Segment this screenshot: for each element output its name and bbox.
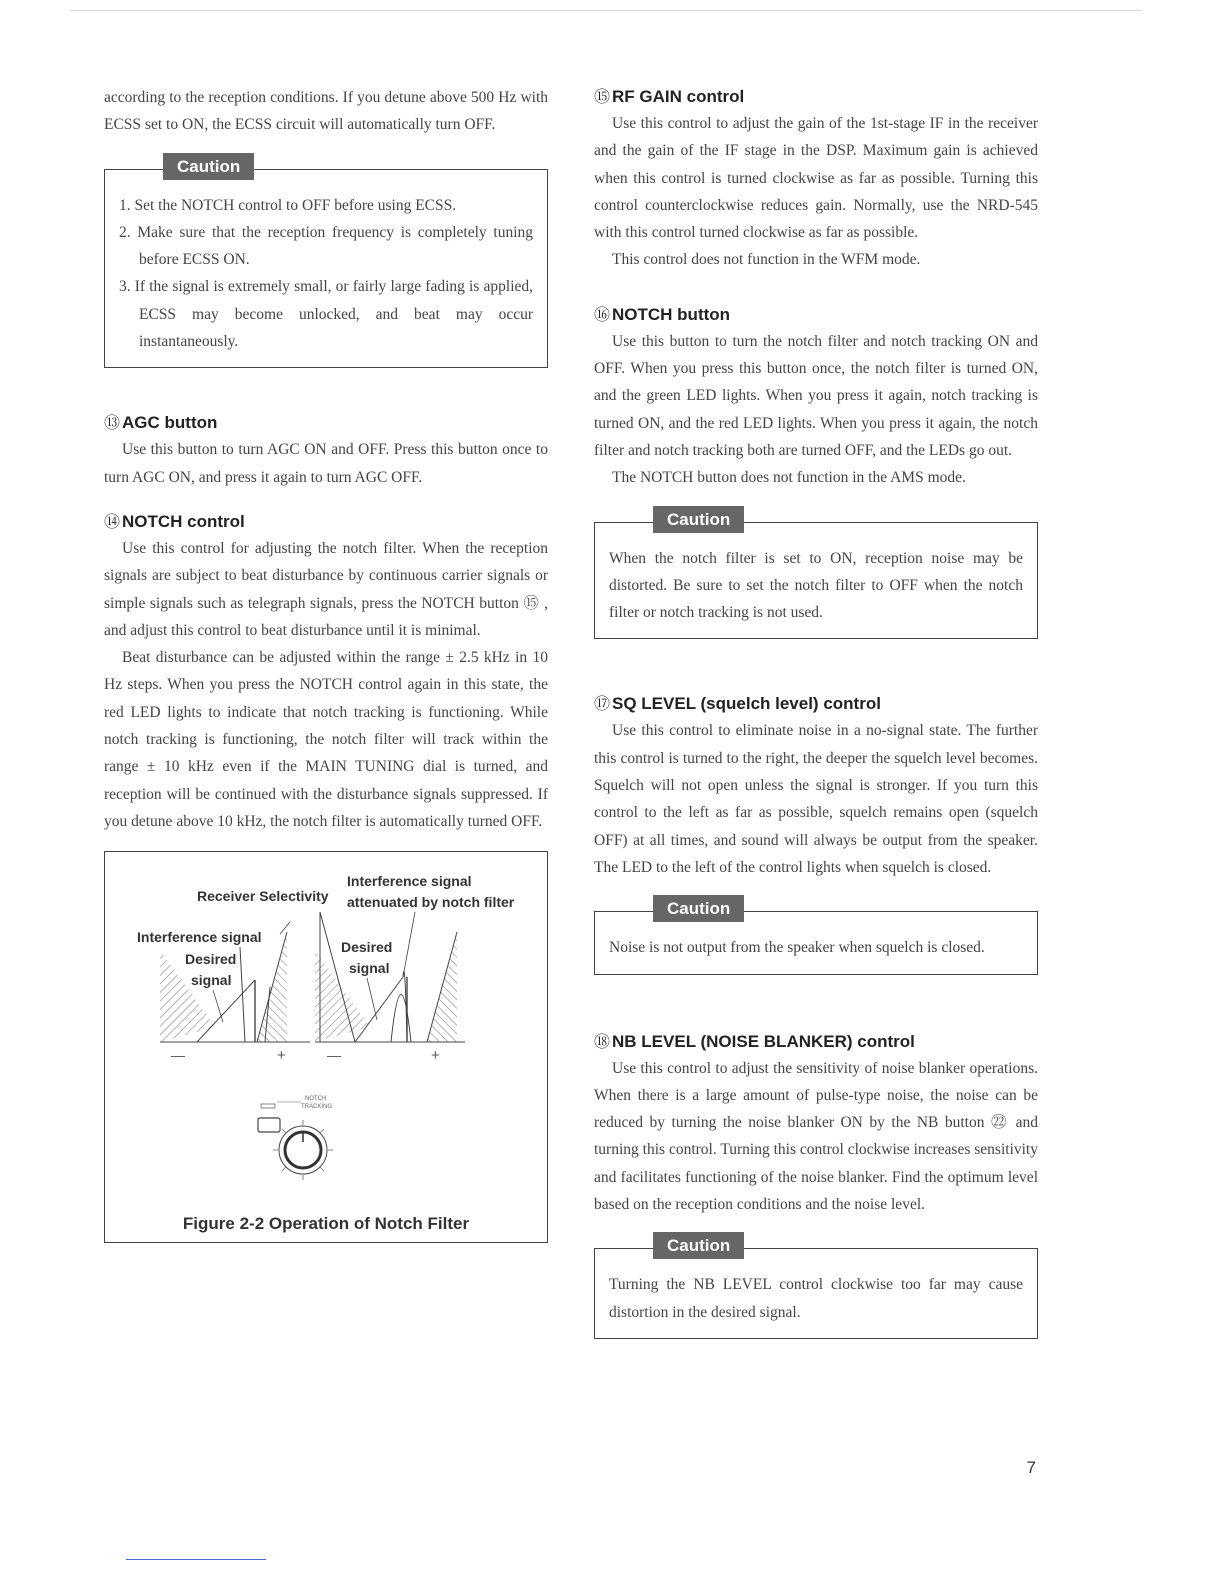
freq-minus-2: — (327, 1047, 341, 1064)
section-body: Use this control for adjusting the notch filter. When the reception signals are subject to beat disturbance by continuous carrier signals or simple signals such as telegraph signals, press the NOTCH button ⑮ , and adjust this control to beat disturbance until it is minimal. (104, 539, 548, 639)
section-sq-level (594, 691, 1038, 881)
section-body: Use this button to turn AGC ON and OFF. Press this button once to turn AGC ON, and press it again to turn AGC OFF. (104, 441, 548, 486)
section-heading: ⑰ SQ LEVEL (squelch level) control (594, 694, 881, 714)
section-body: Use this control to adjust the gain of the 1st-stage IF in the receiver and the gain of the IF stage in the DSP. Maximum gain is achieved when this control is turned clockwise as far as possible. Turning this control counterclockwise reduces gain. Normally, use the NRD-545 with this control turned clockwise as far as possible. (594, 115, 1038, 242)
section-heading: ⑯ NOTCH button (594, 304, 731, 324)
figure-caption: Figure 2-2 Operation of Notch Filter (182, 1214, 470, 1234)
caution-body: Turning the NB LEVEL control clockwise too far may cause distortion in the desired signal. (609, 1276, 1023, 1321)
section-body: Use this button to turn the notch filter and notch tracking ON and OFF. When you press this button once, the notch filter is turned ON, and the green LED lights. When you press it again, notch tracking is turned ON, and the red LED lights. When you press it again, the notch filter and notch tracking both are turned OFF, and the LEDs go out. (594, 332, 1038, 459)
label-receiver-selectivity: Receiver Selectivity (197, 888, 329, 905)
label-desired-signal-2b: signal (349, 960, 390, 977)
caution-body: Noise is not output from the speaker when squelch is closed. (609, 939, 985, 957)
caution-box-notch (594, 509, 1038, 640)
section-agc (104, 410, 548, 491)
section-body: This control does not function in the WFM mode. (612, 251, 921, 269)
right-column (594, 84, 1038, 1339)
section-heading: ⑮ RF GAIN control (594, 87, 745, 106)
caution-box-squelch (594, 899, 1038, 974)
section-heading: ⑱ NB LEVEL (NOISE BLANKER) control (594, 1031, 915, 1051)
caution-box-ecss (104, 156, 548, 369)
caution-label: Caution (653, 1232, 744, 1259)
section-body: Beat disturbance can be adjusted within the range ± 2.5 kHz in 10 Hz steps. When you press the NOTCH control again in this state, the red LED lights to indicate that notch tracking is functioning. While notch tracking is functioning, the notch filter will track within the range ± 10 kHz even if the MAIN TUNING dial is turned, and reception will be continued with the disturbance signals suppressed. If you detune above 10 kHz, the notch filter is automatically turned OFF. (104, 649, 548, 830)
freq-minus-1: — (171, 1047, 185, 1064)
label-interference-attenuated: Interference signal (347, 873, 472, 890)
freq-plus-1: + (277, 1047, 286, 1065)
knob-label-tracking: TRACKING (301, 1104, 333, 1111)
left-column (104, 84, 548, 1243)
section-body: Use this control to eliminate noise in a no-signal state. The further this control is turned to the right, the deeper the squelch level becomes. Squelch will not open unless the signal is stronger. If you turn this control to the left as far as possible, squelch remains open (squelch OFF) at all times, and sound will always be output from the speaker. The LED to the left of the control lights when squelch is closed. (594, 722, 1038, 876)
caution-item: 2. Make sure that the reception frequency is completely tuning before ECSS ON. (119, 223, 533, 269)
caution-list (119, 192, 533, 356)
page-number: 7 (1026, 1458, 1036, 1477)
notch-knob-illustration (258, 1096, 333, 1180)
caution-box-nb-level (594, 1236, 1038, 1339)
notch-diagram (105, 852, 547, 1240)
label-desired-signal-1: Desired (185, 951, 237, 968)
figure-notch-filter (104, 851, 548, 1243)
section-body: Use this control to adjust the sensitivity of noise blanker operations. When there is a large amount of pulse-type noise, the noise can be reduced by turning the noise blanker ON by the NB button ㉒ and turning this control. Turning this control clockwise increases sensitivity and facilitates functioning of the noise blanker. Find the optimum level based on the reception conditions and the noise level. (594, 1059, 1038, 1214)
label-interference-signal: Interference signal (137, 929, 262, 946)
knob-label-notch: NOTCH (305, 1096, 327, 1103)
section-heading: ⑭ NOTCH control (104, 511, 245, 531)
section-rf-gain (594, 84, 1038, 274)
caution-label: Caution (163, 153, 254, 180)
intro-paragraph: according to the reception conditions. If you detune above 500 Hz with ECSS set to ON, the ECSS circuit will automatically turn OFF. (104, 89, 548, 134)
caution-label: Caution (653, 895, 744, 922)
caution-item: 3. If the signal is extremely small, or fairly large fading is applied, ECSS may become unlocked, and beat may occur instantaneously. (119, 278, 533, 351)
footer-rule (126, 1559, 266, 1560)
caution-item: 1. Set the NOTCH control to OFF before using ECSS. (119, 196, 457, 214)
label-attenuated-by-notch: attenuated by notch filter (347, 894, 515, 911)
graph-after-notch (315, 912, 465, 1064)
caution-label: Caution (653, 506, 744, 533)
label-desired-signal-2: Desired (341, 939, 393, 956)
caution-body: When the notch filter is set to ON, reception noise may be distorted. Be sure to set the notch filter to OFF when the notch filter or notch tracking is not used. (609, 549, 1023, 622)
section-heading: ⑬ AGC button (104, 413, 218, 433)
section-notch-control (104, 509, 548, 835)
freq-plus-2: + (431, 1047, 440, 1065)
header-rule (70, 10, 1142, 11)
section-notch-button (594, 302, 1038, 492)
section-nb-level (594, 1029, 1038, 1219)
label-desired-signal-1b: signal (191, 972, 232, 989)
section-body: The NOTCH button does not function in the AMS mode. (612, 469, 966, 487)
